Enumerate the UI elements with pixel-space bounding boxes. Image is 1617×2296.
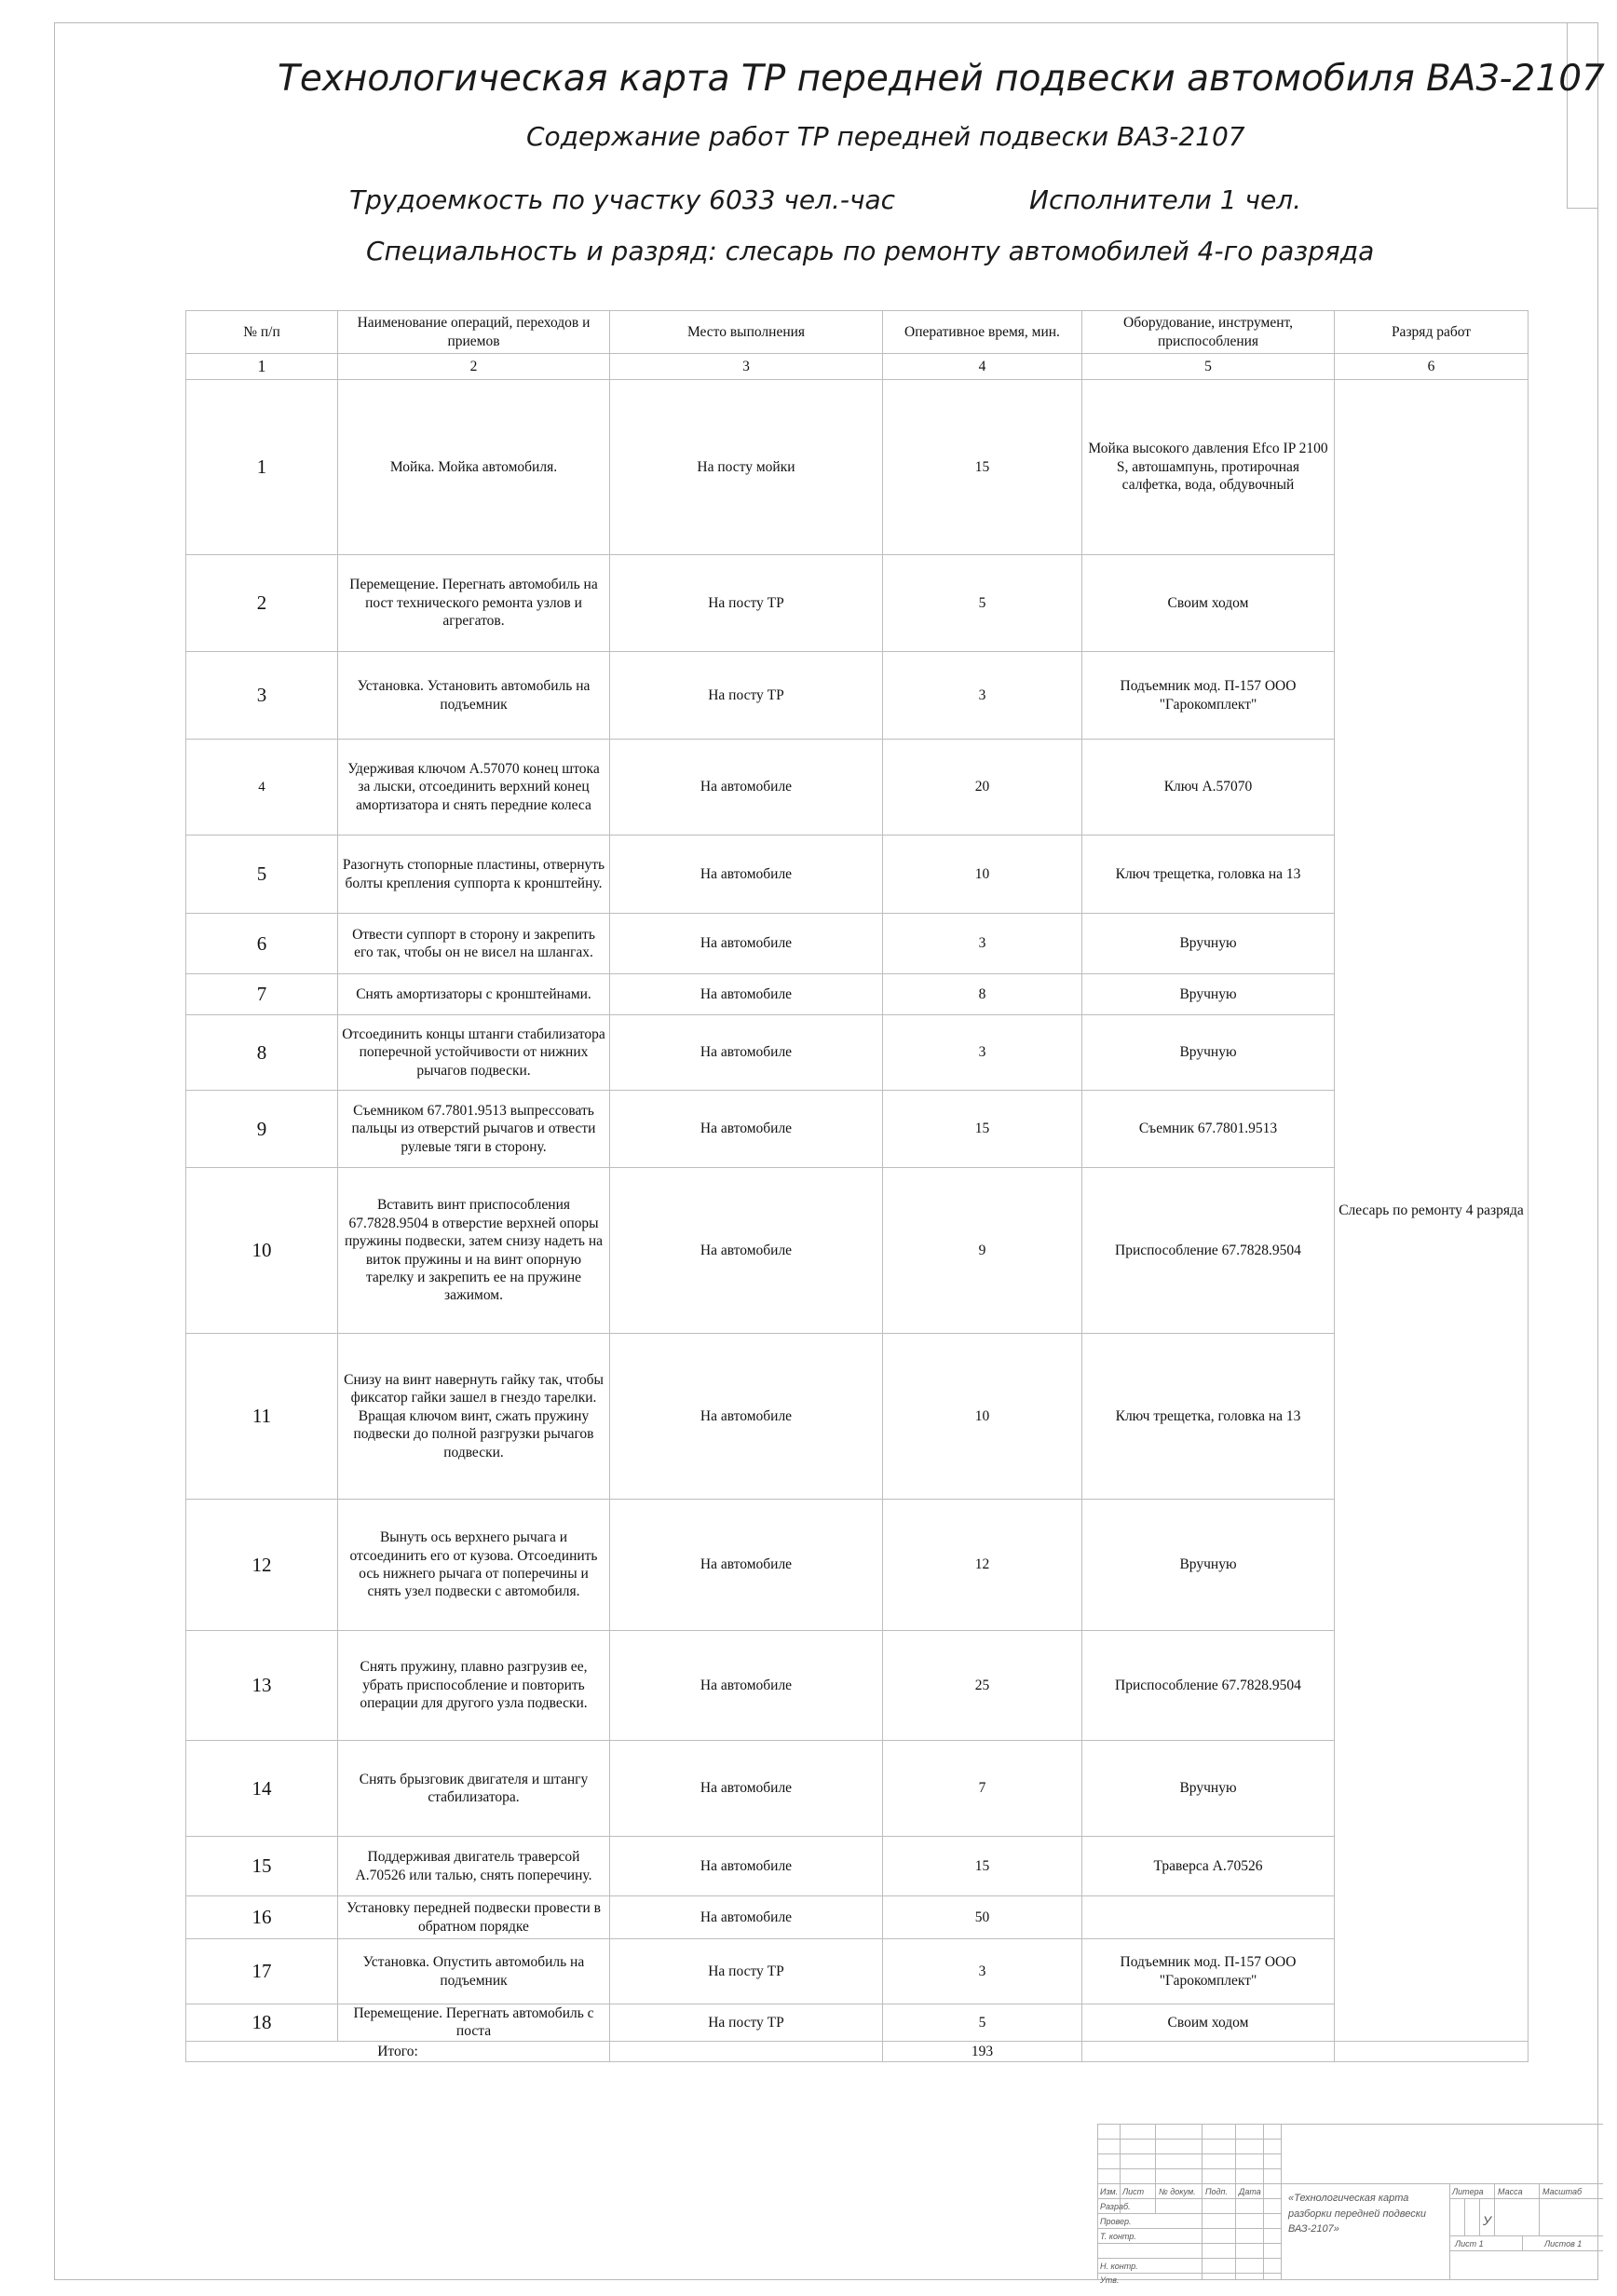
- row-number: 18: [186, 2004, 338, 2042]
- operation-text: Вставить винт приспособления 67.7828.9504 в отверстие верхней опоры пружины подвески, затем снизу надеть на виток пружины и на винт опорную тарелку и закрепить ее на пружине зажимом.: [338, 1168, 610, 1334]
- operative-time: 3: [883, 914, 1082, 974]
- table-row: [186, 974, 1529, 1015]
- work-place: На автомобиле: [610, 1091, 883, 1168]
- equipment: Вручную: [1082, 1741, 1335, 1837]
- operative-time: 50: [883, 1896, 1082, 1939]
- table-row: [186, 652, 1529, 740]
- stamp-line: [1097, 2168, 1281, 2169]
- total-value: 193: [883, 2041, 1082, 2061]
- table-row: [186, 1741, 1529, 1837]
- document-title: Технологическая карта ТР передней подвески автомобиля ВАЗ-2107: [278, 58, 1605, 100]
- operation-text: Перемещение. Перегнать автомобиль на пост технического ремонта узлов и агрегатов.: [338, 555, 610, 652]
- operative-time: 9: [883, 1168, 1082, 1334]
- work-place: На посту ТР: [610, 2004, 883, 2042]
- stamp-line: [1097, 2153, 1281, 2154]
- operation-text: Снять брызговик двигателя и штангу стабилизатора.: [338, 1741, 610, 1837]
- operative-time: 10: [883, 836, 1082, 914]
- operative-time: 15: [883, 380, 1082, 555]
- work-place: На посту ТР: [610, 1939, 883, 2004]
- operative-time: 10: [883, 1334, 1082, 1500]
- document-subtitle: Содержание работ ТР передней подвески ВАЗ-2107: [526, 121, 1245, 152]
- stamp-label: № докум.: [1159, 2187, 1196, 2196]
- equipment: Съемник 67.7801.9513: [1082, 1091, 1335, 1168]
- column-number-row: [186, 354, 1529, 380]
- equipment: Подъемник мод. П-157 ООО "Гарокомплект": [1082, 1939, 1335, 2004]
- stamp-line: [1097, 2198, 1281, 2199]
- stamp-line: [1097, 2228, 1281, 2229]
- stamp-label: Подп.: [1205, 2187, 1228, 2196]
- table-row: [186, 1896, 1529, 1939]
- work-place: На автомобиле: [610, 1896, 883, 1939]
- table-row: [186, 1091, 1529, 1168]
- total-empty: [610, 2041, 883, 2061]
- operative-time: 5: [883, 555, 1082, 652]
- operation-text: Отвести суппорт в сторону и закрепить его так, чтобы он не висел на шлангах.: [338, 914, 610, 974]
- operation-text: Съемником 67.7801.9513 выпрессовать пальцы из отверстий рычагов и отвести рулевые тяги в сторону.: [338, 1091, 610, 1168]
- equipment: Вручную: [1082, 974, 1335, 1015]
- stamp-label: Разраб.: [1100, 2202, 1131, 2211]
- stamp-label: Изм.: [1100, 2187, 1119, 2196]
- row-number: 14: [186, 1741, 338, 1837]
- operation-text: Отсоединить концы штанги стабилизатора поперечной устойчивости от нижних рычагов подвески.: [338, 1015, 610, 1091]
- equipment: Вручную: [1082, 914, 1335, 974]
- stamp-line: [1097, 2124, 1098, 2280]
- frame-side-tab: [1567, 22, 1598, 209]
- work-place: На посту ТР: [610, 555, 883, 652]
- stamp-line: [1097, 2124, 1603, 2125]
- work-place: На посту ТР: [610, 652, 883, 740]
- stamp-label: Провер.: [1100, 2217, 1132, 2226]
- work-place: На автомобиле: [610, 974, 883, 1015]
- row-number: 7: [186, 974, 338, 1015]
- column-number: 1: [186, 354, 338, 380]
- row-number: 15: [186, 1837, 338, 1896]
- operative-time: 3: [883, 1939, 1082, 2004]
- operation-text: Мойка. Мойка автомобиля.: [338, 380, 610, 555]
- operative-time: 3: [883, 1015, 1082, 1091]
- row-number: 13: [186, 1631, 338, 1741]
- stamp-label: Дата: [1239, 2187, 1261, 2196]
- stamp-line: [1263, 2124, 1264, 2280]
- total-label: Итого:: [186, 2041, 610, 2061]
- work-place: На автомобиле: [610, 836, 883, 914]
- title-block-stamp: [1097, 2124, 1603, 2285]
- operative-time: 25: [883, 1631, 1082, 1741]
- stamp-line: [1281, 2124, 1282, 2280]
- header-cell: Место выполнения: [610, 311, 883, 354]
- row-number: 3: [186, 652, 338, 740]
- header-cell: Оборудование, инструмент, приспособления: [1082, 311, 1335, 354]
- stamp-document-title: «Технологическая карта разборки передней подвески ВАЗ-2107»: [1288, 2193, 1427, 2235]
- operative-time: 3: [883, 652, 1082, 740]
- row-number: 4: [186, 740, 338, 836]
- equipment: Ключ А.57070: [1082, 740, 1335, 836]
- column-number: 3: [610, 354, 883, 380]
- table-row: [186, 1631, 1529, 1741]
- stamp-line: [1097, 2183, 1603, 2184]
- operation-text: Установку передней подвески провести в обратном порядке: [338, 1896, 610, 1939]
- stamp-line: [1155, 2124, 1156, 2213]
- row-number: 1: [186, 380, 338, 555]
- column-number: 2: [338, 354, 610, 380]
- stamp-line: [1522, 2235, 1523, 2250]
- table-row: [186, 914, 1529, 974]
- operations-table: [185, 310, 1529, 2062]
- column-number: 6: [1335, 354, 1529, 380]
- table-row: [186, 1168, 1529, 1334]
- work-place: На автомобиле: [610, 1500, 883, 1631]
- operative-time: 20: [883, 740, 1082, 836]
- column-number: 4: [883, 354, 1082, 380]
- stamp-label: Утв.: [1100, 2276, 1120, 2285]
- operative-time: 15: [883, 1091, 1082, 1168]
- work-place: На автомобиле: [610, 740, 883, 836]
- total-empty: [1082, 2041, 1335, 2061]
- equipment: [1082, 1896, 1335, 1939]
- stamp-label: Лист 1: [1455, 2239, 1484, 2248]
- stamp-line: [1097, 2258, 1281, 2259]
- header-cell: Наименование операций, переходов и приемов: [338, 311, 610, 354]
- row-number: 2: [186, 555, 338, 652]
- table-row: [186, 1015, 1529, 1091]
- stamp-line: [1479, 2198, 1480, 2235]
- operation-text: Вынуть ось верхнего рычага и отсоединить его от кузова. Отсоединить ось нижнего рычага от поперечины и снять узел подвески с автомобиля.: [338, 1500, 610, 1631]
- table-row: [186, 740, 1529, 836]
- work-place: На автомобиле: [610, 1168, 883, 1334]
- row-number: 12: [186, 1500, 338, 1631]
- row-number: 9: [186, 1091, 338, 1168]
- stamp-line: [1449, 2198, 1603, 2199]
- operative-time: 7: [883, 1741, 1082, 1837]
- equipment: Ключ трещетка, головка на 13: [1082, 1334, 1335, 1500]
- work-place: На автомобиле: [610, 914, 883, 974]
- table-header-row: [186, 311, 1529, 354]
- row-number: 10: [186, 1168, 338, 1334]
- operative-time: 5: [883, 2004, 1082, 2042]
- stamp-line: [1097, 2243, 1281, 2244]
- stamp-line: [1097, 2139, 1281, 2140]
- work-rank: Слесарь по ремонту 4 разряда: [1335, 380, 1529, 2042]
- labor-intensity: Трудоемкость по участку 6033 чел.-час: [349, 184, 896, 215]
- stamp-line: [1202, 2124, 1203, 2280]
- operative-time: 15: [883, 1837, 1082, 1896]
- table-row: [186, 555, 1529, 652]
- operation-text: Снизу на винт навернуть гайку так, чтобы фиксатор гайки зашел в гнездо тарелки. Вращая ключом винт, сжать пружину подвески до полной разгрузки рычагов подвески.: [338, 1334, 610, 1500]
- operation-text: Удерживая ключом А.57070 конец штока за лыски, отсоединить верхний конец амортизатора и снять передние колеса: [338, 740, 610, 836]
- operation-text: Поддерживая двигатель траверсой А.70526 или талью, снять поперечину.: [338, 1837, 610, 1896]
- equipment: Вручную: [1082, 1500, 1335, 1631]
- stamp-line: [1097, 2273, 1281, 2274]
- stamp-line: [1235, 2124, 1236, 2280]
- operation-text: Перемещение. Перегнать автомобиль с поста: [338, 2004, 610, 2042]
- row-number: 6: [186, 914, 338, 974]
- executors-count: Исполнители 1 чел.: [1029, 184, 1301, 215]
- stamp-line: [1120, 2124, 1121, 2213]
- table-row: [186, 836, 1529, 914]
- stamp-label: Лист: [1122, 2187, 1145, 2196]
- stamp-line: [1494, 2183, 1495, 2235]
- operation-text: Установка. Опустить автомобиль на подъемник: [338, 1939, 610, 2004]
- operation-text: Разогнуть стопорные пластины, отвернуть болты крепления суппорта к кронштейну.: [338, 836, 610, 914]
- stamp-label: Литера: [1452, 2187, 1484, 2196]
- stamp-line: [1449, 2235, 1603, 2236]
- table-row: [186, 1500, 1529, 1631]
- equipment: Траверса А.70526: [1082, 1837, 1335, 1896]
- operation-text: Установка. Установить автомобиль на подъемник: [338, 652, 610, 740]
- stamp-label: Т. контр.: [1100, 2232, 1136, 2241]
- work-place: На автомобиле: [610, 1631, 883, 1741]
- equipment: Приспособление 67.7828.9504: [1082, 1631, 1335, 1741]
- operation-text: Снять пружину, плавно разгрузив ее, убрать приспособление и повторить операции для другого узла подвески.: [338, 1631, 610, 1741]
- row-number: 17: [186, 1939, 338, 2004]
- row-number: 8: [186, 1015, 338, 1091]
- equipment: Ключ трещетка, головка на 13: [1082, 836, 1335, 914]
- row-number: 11: [186, 1334, 338, 1500]
- operative-time: 12: [883, 1500, 1082, 1631]
- work-place: На автомобиле: [610, 1837, 883, 1896]
- equipment: Своим ходом: [1082, 555, 1335, 652]
- total-row: [186, 2041, 1529, 2061]
- stamp-label: Н. контр.: [1100, 2262, 1138, 2271]
- stamp-line: [1449, 2250, 1603, 2251]
- stamp-line: [1539, 2183, 1540, 2235]
- header-cell: Оперативное время, мин.: [883, 311, 1082, 354]
- header-cell: № п/п: [186, 311, 338, 354]
- table-row: [186, 380, 1529, 555]
- specialty-grade: Специальность и разряд: слесарь по ремонту автомобилей 4-го разряда: [366, 236, 1375, 266]
- equipment: Своим ходом: [1082, 2004, 1335, 2042]
- stamp-label: Листов 1: [1544, 2239, 1583, 2248]
- stamp-label: Масштаб: [1542, 2187, 1583, 2196]
- header-cell: Разряд работ: [1335, 311, 1529, 354]
- equipment: Вручную: [1082, 1015, 1335, 1091]
- row-number: 16: [186, 1896, 338, 1939]
- table-row: [186, 1334, 1529, 1500]
- operation-text: Снять амортизаторы с кронштейнами.: [338, 974, 610, 1015]
- work-place: На автомобиле: [610, 1334, 883, 1500]
- equipment: Приспособление 67.7828.9504: [1082, 1168, 1335, 1334]
- work-place: На посту мойки: [610, 380, 883, 555]
- stamp-line: [1097, 2213, 1281, 2214]
- stamp-label: Масса: [1498, 2187, 1523, 2196]
- work-place: На автомобиле: [610, 1015, 883, 1091]
- column-number: 5: [1082, 354, 1335, 380]
- equipment: Подъемник мод. П-157 ООО "Гарокомплект": [1082, 652, 1335, 740]
- table-row: [186, 1837, 1529, 1896]
- work-place: На автомобиле: [610, 1741, 883, 1837]
- table-row: [186, 2004, 1529, 2042]
- table-row: [186, 1939, 1529, 2004]
- equipment: Мойка высокого давления Efco IP 2100 S, автошампунь, протирочная салфетка, вода, обдувочный: [1082, 380, 1335, 555]
- row-number: 5: [186, 836, 338, 914]
- stamp-letter: У: [1483, 2213, 1491, 2228]
- total-empty: [1335, 2041, 1529, 2061]
- stamp-line: [1464, 2198, 1465, 2235]
- operative-time: 8: [883, 974, 1082, 1015]
